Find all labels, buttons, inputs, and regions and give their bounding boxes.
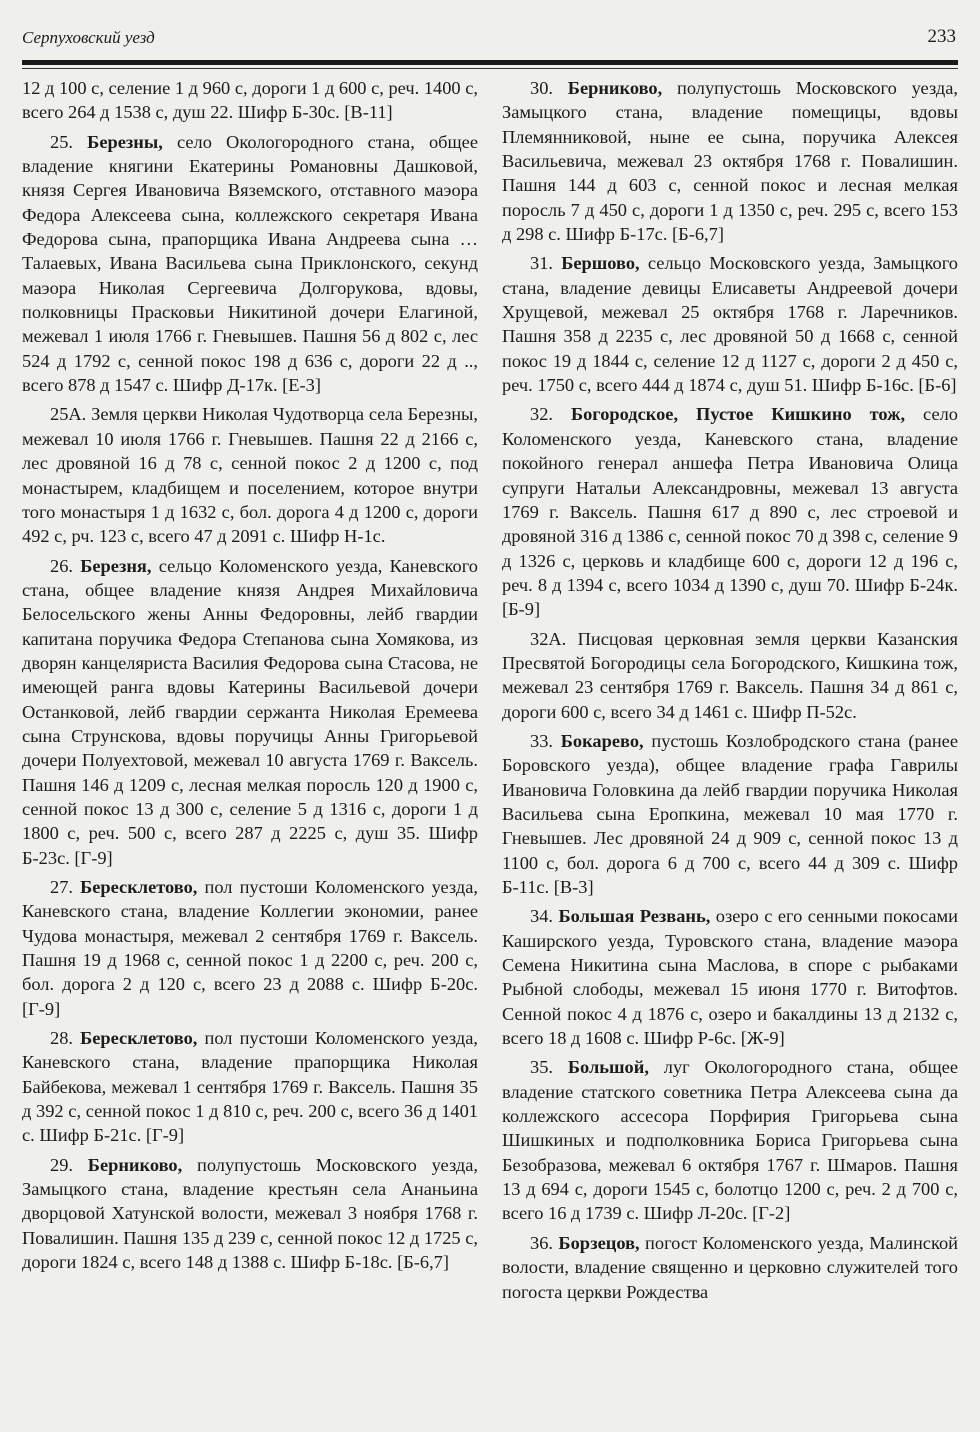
entry-paragraph xyxy=(22,402,478,548)
left-column xyxy=(22,76,478,1426)
entry-text: Писцовая церковная земля церкви Казанския Пресвятой Богородицы села Богородского, Кишкина тож, межевал 23 сентября 1769 г. Ваксель. Пашня 34 д 861 с, дороги 600 с, всего 34 д 1461 с. Шифр П-52с. xyxy=(502,628,958,722)
entry-text: полупустошь Московского уезда, Замыцкого стана, владение крестьян села Ананьина дворцовой Хатунской волости, межевал 3 ноября 1768 г. Повалишин. Пашня 135 д 239 с, сенной покос 12 д 1725 с, дороги 1824 с, всего 148 д 1388 с. Шифр Б-18с. [Б-6,7] xyxy=(22,1154,478,1273)
entry-name: Берниково, xyxy=(567,78,663,98)
entry-paragraph xyxy=(502,1231,958,1304)
entry-number: 36. xyxy=(530,1232,559,1253)
right-column xyxy=(502,76,958,1426)
entry-name: Бокарево, xyxy=(560,730,644,751)
text-columns xyxy=(22,76,958,1426)
entry-text: сельцо Коломенского уезда, Каневского стана, общее владение князя Андрея Михайловича Белосельского жены Анны Федоровны, лейб гвардии капитана поручика Федора Степанова сына Хомякова, из дворян канцеляриста Василия Федорова сына Стасова, не имеющей ранга вдовы Катерины Васильевой дочери Останковой, лейб гвардии сержанта Николая Еремеева сына Струнскова, вдовы поручицы Анны Григорьевой дочери Полуехтовой, межевал 10 августа 1769 г. Ваксель. Пашня 146 д 1209 с, лесная мелкая поросль 120 д 1900 с, сенной покос 13 д 300 с, селение 5 д 1316 с, дороги 1 д 1800 с, реч. 500 с, всего 287 д 2225 с, душ 35. Шифр Б-23с. [Г-9] xyxy=(22,555,478,868)
running-header xyxy=(22,22,958,58)
header-rule-thick xyxy=(22,60,958,65)
entry-text: село Коломенского уезда, Каневского стана, владение покойного генерал аншефа Петра Ивановича Олица супруги Натальи Александровны, межевал 13 августа 1769 г. Ваксель. Пашня 617 д 890 с, лес строевой и дровяной 316 д 1386 с, сенной покос 70 д 398 с, селение 9 д 1326 с, церковь и кладбище 600 с, дороги 12 д 196 с, реч. 8 д 1394 с, всего 1034 д 1390 с, душ 70. Шифр Б-24к. [Б-9] xyxy=(502,404,958,620)
page-number: 233 xyxy=(927,26,956,47)
entry-name: Борзецов, xyxy=(558,1232,640,1253)
entry-number: 25А. xyxy=(50,404,92,425)
entry-number: 35. xyxy=(530,1057,568,1078)
entry-number: 32А. xyxy=(530,628,578,649)
entry-text: пустошь Козлобродского стана (ранее Боровского уезда), общее владение графа Гаврилы Ивановича Головкина да лейб гвардии поручика Николая Васильева сына Еропкина, межевал 10 мая 1770 г. Гневышев. Лес дровяной 24 д 909 с, сенной покос 13 д 1100 с, бол. дорога 6 д 700 с, всего 44 д 309 с. Шифр Б-11с. [В-3] xyxy=(502,730,958,897)
entry-text: озеро с его сенными покосами Каширского уезда, Туровского стана, владение маэора Семена Никитина сына Маслова, в споре с рыбаками Рыбной слободы, межевал 15 июня 1770 г. Витофтов. Сенной покос 4 д 1876 с, озеро и бакалдины 13 д 2132 с, всего 18 д 1608 с. Шифр Р-6с. [Ж-9] xyxy=(502,906,958,1049)
entry-text: пол пустоши Коломенского уезда, Каневского стана, владение прапорщика Николая Байбекова, межевал 1 сентября 1769 г. Ваксель. Пашня 35 д 392 с, сенной покос 1 д 810 с, реч. 200 с, всего 36 д 1401 с. Шифр Б-21с. [Г-9] xyxy=(22,1028,478,1146)
entry-paragraph xyxy=(502,1055,958,1225)
entry-text: луг Окологородного стана, общее владение статского советника Петра Алексеева сына да коллежского ассесора Порфирия Григорьева сына Шишкиных и подполковника Бориса Григорьева сына Безобразова, межевал 6 октября 1767 г. Шмаров. Пашня 13 д 694 с, дороги 1545 с, болотцо 1200 с, реч. 2 д 700 с, всего 16 д 1739 с. Шифр Л-20с. [Г-2] xyxy=(502,1057,958,1224)
entry-paragraph xyxy=(502,729,958,899)
entry-name: Богородское, Пустое Кишкино тож, xyxy=(570,404,906,425)
entry-paragraph xyxy=(22,875,478,1021)
entry-paragraph xyxy=(22,1026,478,1148)
entry-name: Берниково, xyxy=(87,1154,183,1175)
entry-paragraph xyxy=(502,627,958,724)
entry-text: Земля церкви Николая Чудотворца села Березны, межевал 10 июля 1766 г. Гневышев. Пашня 22 д 2166 с, лес дровяной 16 д 78 с, сенной покос 2 д 1200 с, под монастырем, кладбищем и поселением, которое внутри того монастыря 1 д 1632 с, бол. дорога 4 д 1200 с, дороги 492 с, рч. 123 с, всего 47 д 2091 с. Шифр Н-1с. xyxy=(22,404,478,547)
entry-name: Бершово, xyxy=(561,253,640,274)
entry-name: Большая Резвань, xyxy=(558,906,711,927)
entry-paragraph xyxy=(502,402,958,621)
entry-text: 12 д 100 с, селение 1 д 960 с, дороги 1 д 600 с, реч. 1400 с, всего 264 д 1538 с, душ 22. Шифр Б-30с. [В-11] xyxy=(22,78,478,123)
entry-number: 30. xyxy=(530,78,568,98)
entry-number: 31. xyxy=(530,253,562,274)
entry-text: пол пустоши Коломенского уезда, Каневского стана, владение Коллегии экономии, ранее Чудова монастыря, межевал 2 сентября 1769 г. Ваксель. Пашня 19 д 1968 с, сенной покос 1 д 2200 с, реч. 200 с, бол. дорога 2 д 120 с, всего 23 д 2088 с. Шифр Б-20с. [Г-9] xyxy=(22,877,478,1019)
entry-paragraph xyxy=(22,1153,478,1275)
entry-name: Бересклетово, xyxy=(80,877,198,897)
entry-number: 34. xyxy=(530,906,559,927)
section-title: Серпуховский уезд xyxy=(22,28,155,47)
entry-name: Березны, xyxy=(87,131,163,152)
entry-number: 26. xyxy=(50,555,81,576)
entry-paragraph xyxy=(502,904,958,1050)
entry-paragraph xyxy=(22,130,478,398)
header-rule-thin xyxy=(22,68,958,69)
entry-name: Бересклетово, xyxy=(80,1028,198,1049)
entry-number: 29. xyxy=(50,1154,88,1175)
entry-number: 28. xyxy=(50,1028,81,1049)
entry-name: Березня, xyxy=(80,555,152,576)
entry-paragraph xyxy=(502,76,958,246)
entry-number: 32. xyxy=(530,404,571,425)
entry-number: 33. xyxy=(530,730,561,751)
entry-text: село Окологородного стана, общее владение княгини Екатерины Романовны Дашковой, князя Сергея Ивановича Вяземского, отставного маэора Федора Алексеева сына, коллежского секретаря Ивана Федорова сына, прапорщика Ивана Андреева сына … Талаевых, Ивана Васильева сына Приклонского, секунд маэора Николая Сергеевича Долгорукова, вдовы, полковницы Прасковьи Никитиной дочери Елагиной, межевал 1 июля 1766 г. Гневышев. Пашня 56 д 802 с, лес 524 д 1792 с, сенной покос 198 д 636 с, дороги 22 д .., всего 878 д 1547 с. Шифр Д-17к. [Е-3] xyxy=(22,131,478,396)
entry-paragraph xyxy=(22,76,478,125)
entry-text: сельцо Московского уезда, Замыцкого стана, владение девицы Елисаветы Андреевой дочери Хрущевой, межевал 25 октября 1768 г. Ларечников. Пашня 358 д 2235 с, лес дровяной 50 д 1668 с, сенной покос 19 д 1844 с, селение 12 д 1127 с, дороги 2 д 450 с, реч. 1750 с, всего 444 д 1874 с, душ 51. Шифр Б-16с. [Б-6] xyxy=(502,253,958,396)
entry-paragraph xyxy=(22,554,478,870)
entry-text: полупустошь Московского уезда, Замыцкого стана, владение помещицы, вдовы Племянниковой, ныне ее сына, поручика Алексея Васильевича, межевал 23 октября 1768 г. Повалишин. Пашня 144 д 603 с, сенной покос и лесная мелкая поросль 7 д 450 с, дороги 1 д 1350 с, реч. 295 с, всего 153 д 298 с. Шифр Б-17с. [Б-6,7] xyxy=(502,78,958,245)
entry-number: 25. xyxy=(50,131,88,152)
entry-text: погост Коломенского уезда, Малинской волости, владение священно и церковно служителей того погоста церкви Рождества xyxy=(502,1232,958,1302)
entry-number: 27. xyxy=(50,877,81,897)
entry-name: Большой, xyxy=(567,1057,649,1078)
entry-paragraph xyxy=(502,251,958,397)
